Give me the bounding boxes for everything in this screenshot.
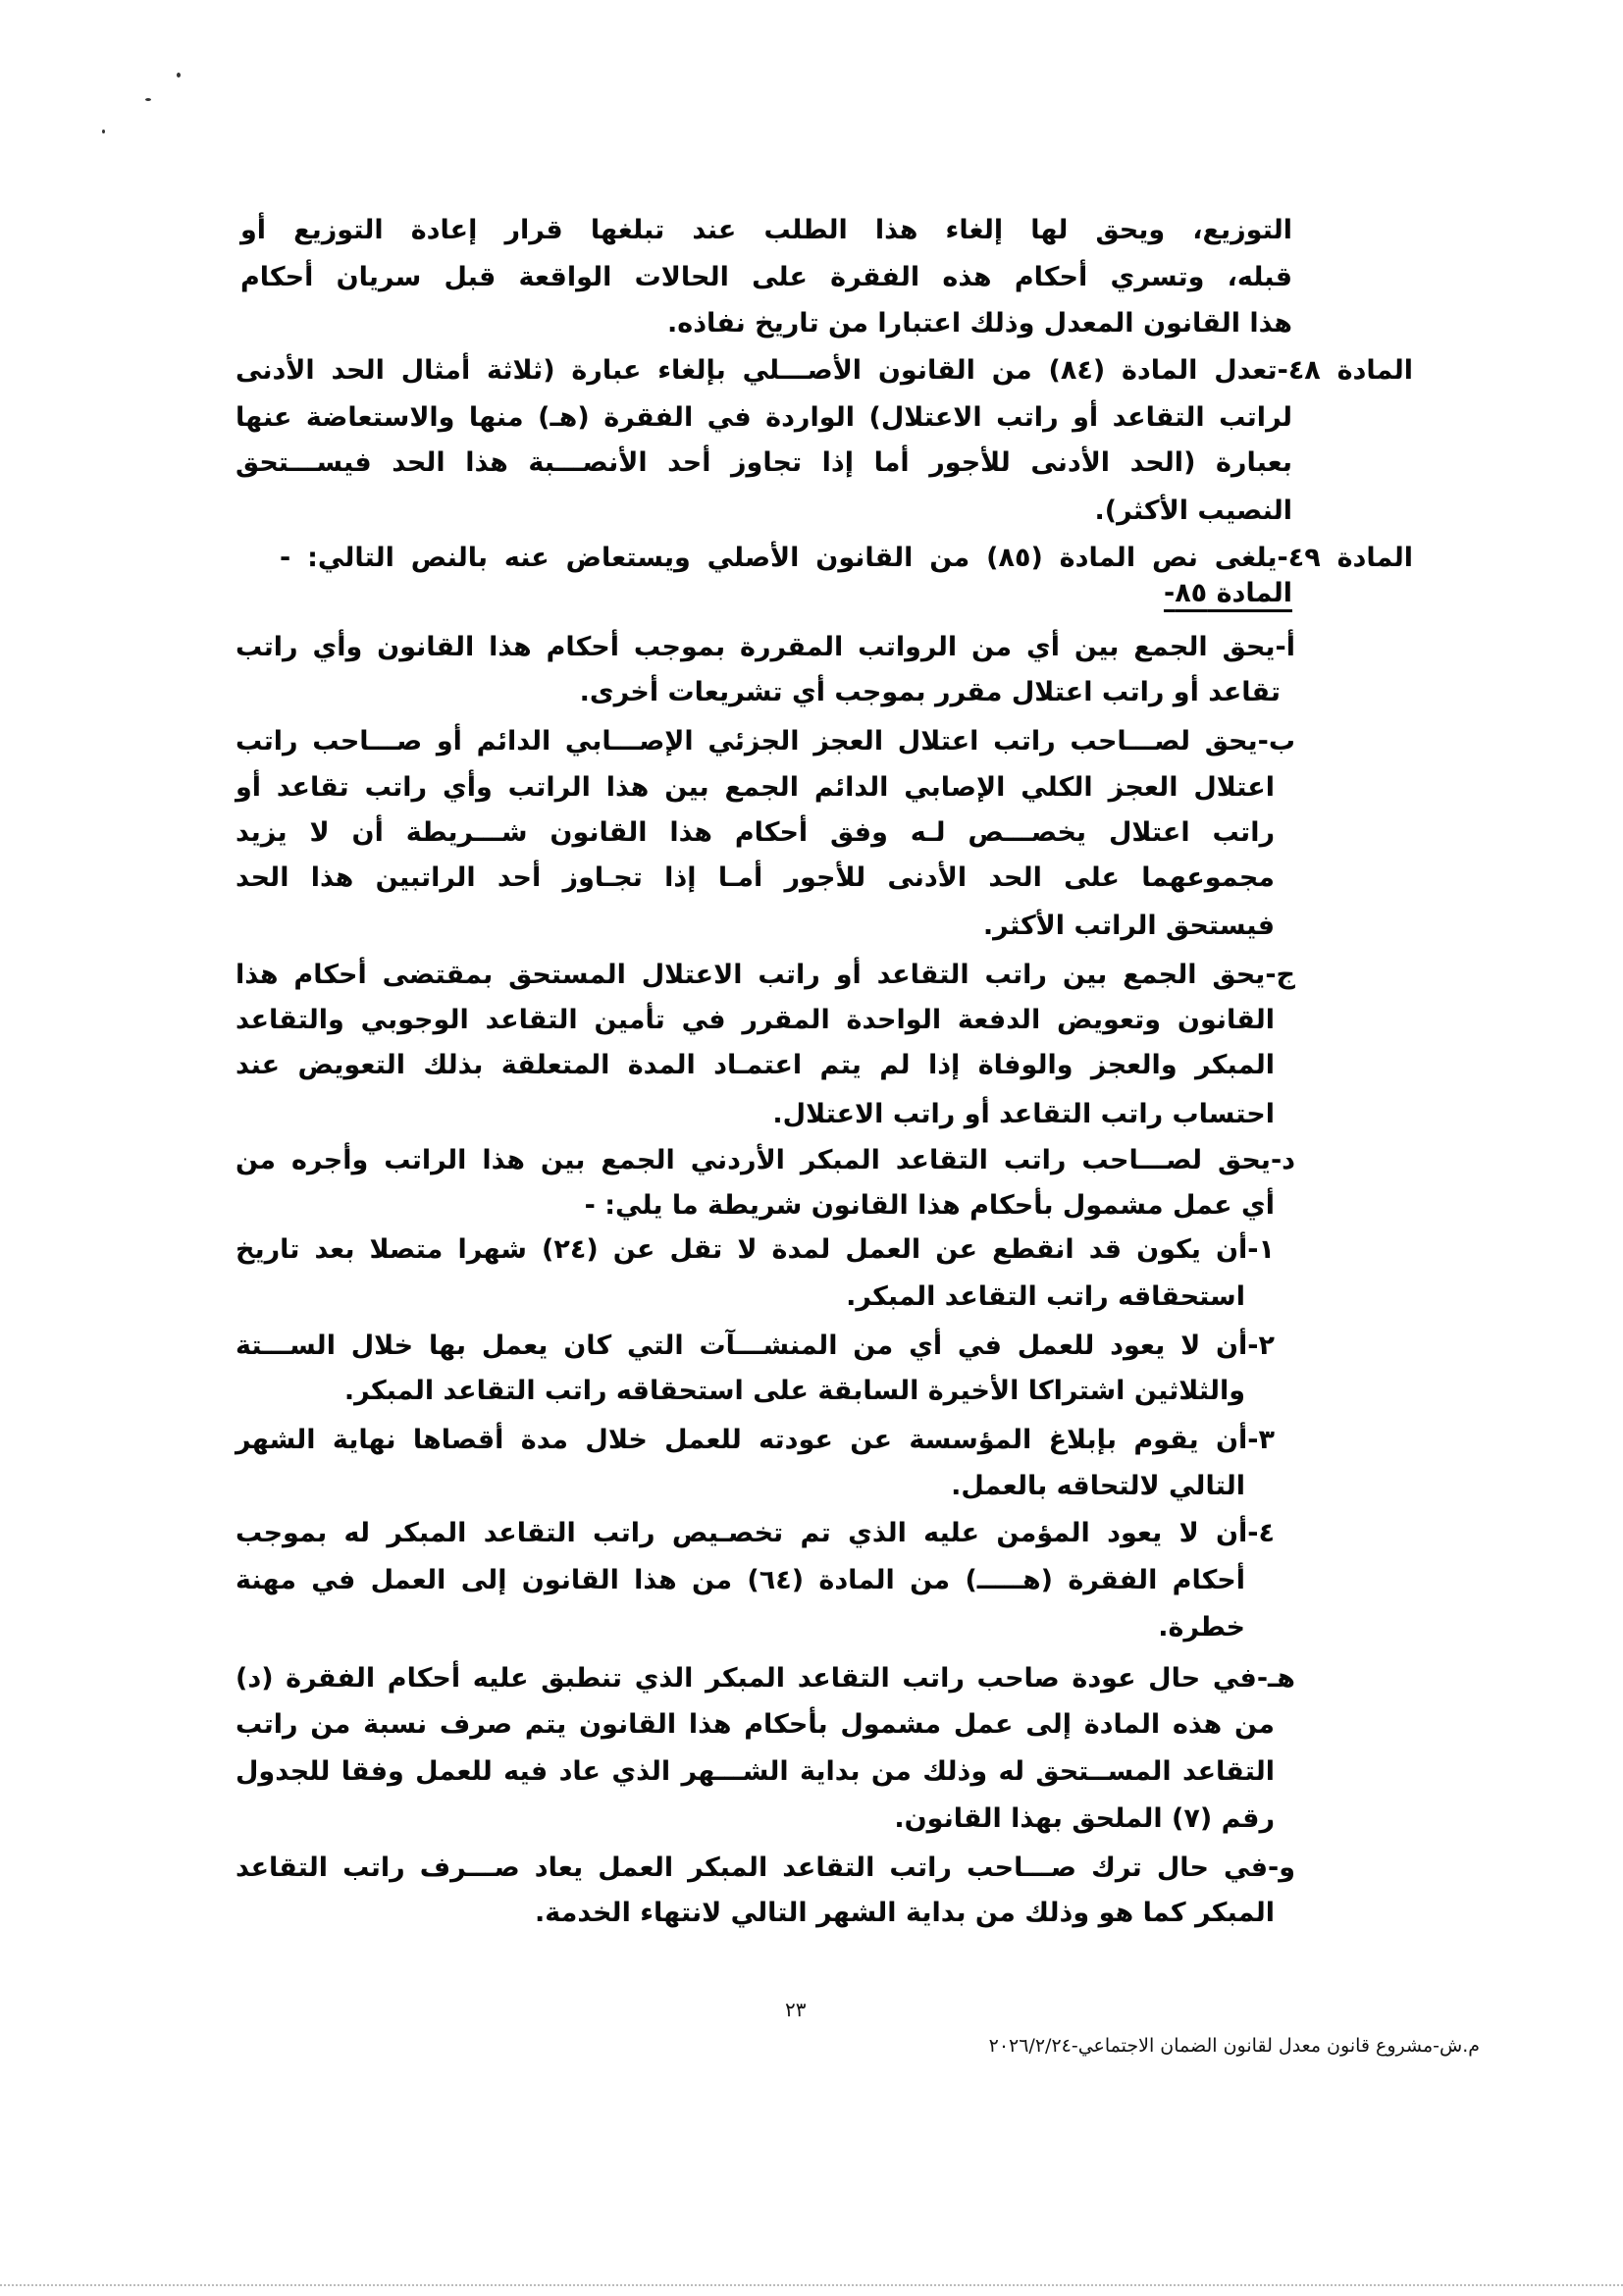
text-line: رقم (٧) الملحق بهذا القانون. xyxy=(894,1803,1275,1834)
clause-a: أ-يحق الجمع بين أي من الرواتب المقررة بموجب أحكام هذا القانون وأي راتب xyxy=(236,632,1295,662)
article-49-heading: المادة ٤٩-يلغى نص المادة (٨٥) من القانون الأصلي ويستعاض عنه بالنص التالي: - xyxy=(280,543,1414,573)
page-number: ٢٣ xyxy=(785,1998,807,2021)
condition-2: ٢-أن لا يعود للعمل في أي من المنشـــآت التي كان يعمل بها خلال الســـتة xyxy=(236,1331,1275,1361)
clause-b: ب-يحق لصـــاحب راتب اعتلال العجز الجزئي الإصـــابي الدائم أو صـــاحب راتب xyxy=(236,726,1295,757)
text-line: تقاعد أو راتب اعتلال مقرر بموجب أي تشريعات أخرى. xyxy=(579,677,1281,707)
text-line: من هذه المادة إلى عمل مشمول بأحكام هذا القانون يتم صرف نسبة من راتب xyxy=(236,1709,1275,1740)
clause-d: د-يحق لصـــاحب راتب التقاعد المبكر الأردني الجمع بين هذا الراتب وأجره من xyxy=(236,1145,1295,1175)
text-line: المبكر والعجز والوفاة إذا لم يتم اعتمـاد المدة المتعلقة بذلك التعويض عند xyxy=(236,1050,1275,1080)
scan-speck xyxy=(102,130,105,133)
scan-speck xyxy=(145,98,151,101)
text-line: بعبارة (الحد الأدنى للأجور أما إذا تجاوز أحد الأنصـــبة هذا الحد فيســـتحق xyxy=(236,447,1292,478)
text-line: راتب اعتلال يخصـــص لـه وفق أحكام هذا القانون شـــريطة أن لا يزيد xyxy=(236,817,1275,848)
text-line: لراتب التقاعد أو راتب الاعتلال) الواردة في الفقرة (هـ) منها والاستعاضة عنها xyxy=(236,402,1292,433)
text-line: القانون وتعويض الدفعة الواحدة المقرر في تأمين التقاعد الوجوبي والتقاعد xyxy=(236,1005,1275,1035)
text-line: مجموعهما على الحد الأدنى للأجور أمـا إذا تجـاوز أحد الراتبين هذا الحد xyxy=(236,862,1275,893)
text-line: خطرة. xyxy=(1158,1612,1245,1643)
text-line: أي عمل مشمول بأحكام هذا القانون شريطة ما يلي: - xyxy=(584,1190,1275,1221)
text-line: المبكر كما هو وذلك من بداية الشهر التالي لانتهاء الخدمة. xyxy=(535,1898,1275,1928)
condition-3: ٣-أن يقوم بإبلاغ المؤسسة عن عودته للعمل خلال مدة أقصاها نهاية الشهر xyxy=(236,1425,1275,1455)
condition-4: ٤-أن لا يعود المؤمن عليه الذي تم تخصـيص راتب التقاعد المبكر له بموجب xyxy=(236,1518,1275,1548)
text-line: قبله، وتسري أحكام هذه الفقرة على الحالات الواقعة قبل سريان أحكام xyxy=(240,262,1292,292)
text-line: النصيب الأكثر). xyxy=(1094,496,1292,526)
article-85-title: المادة ٨٥- xyxy=(1163,578,1292,608)
scan-edge-divider xyxy=(0,2284,1623,2286)
text-line: هذا القانون المعدل وذلك اعتبارا من تاريخ نفاذه. xyxy=(667,308,1292,339)
scan-speck xyxy=(177,73,181,78)
text-line: التقاعد المســتحق له وذلك من بداية الشـــهر الذي عاد فيه للعمل وفقا للجدول xyxy=(236,1756,1275,1787)
text-line: والثلاثين اشتراكا الأخيرة السابقة على استحقاقه راتب التقاعد المبكر. xyxy=(343,1376,1245,1406)
text-line: احتساب راتب التقاعد أو راتب الاعتلال. xyxy=(772,1099,1275,1129)
text-line: أحكام الفقرة (هـــــ) من المادة (٦٤) من هذا القانون إلى العمل في مهنة xyxy=(236,1565,1245,1595)
condition-1: ١-أن يكون قد انقطع عن العمل لمدة لا تقل عن (٢٤) شهرا متصلا بعد تاريخ xyxy=(236,1234,1275,1265)
text-line: التوزيع، ويحق لها إلغاء هذا الطلب عند تبلغها قرار إعادة التوزيع أو xyxy=(240,215,1292,245)
article-48-heading: المادة ٤٨-تعدل المادة (٨٤) من القانون الأصـــلي بإلغاء عبارة (ثلاثة أمثال الحد الأدنى xyxy=(236,355,1413,386)
text-line: التالي لالتحاقه بالعمل. xyxy=(951,1471,1245,1501)
text-line: اعتلال العجز الكلي الإصابي الدائم الجمع بين هذا الراتب وأي راتب تقاعد أو xyxy=(236,772,1275,803)
text-line: فيستحق الراتب الأكثر. xyxy=(982,911,1275,941)
clause-f: و-في حال ترك صـــاحب راتب التقاعد المبكر العمل يعاد صـــرف راتب التقاعد xyxy=(236,1852,1295,1883)
page-footer: م.ش-مشروع قانون معدل لقانون الضمان الاجتماعي-٢٠٢٦/٢/٢٤ xyxy=(988,2035,1480,2057)
clause-c: ج-يحق الجمع بين راتب التقاعد أو راتب الاعتلال المستحق بمقتضى أحكام هذا xyxy=(236,960,1295,990)
text-line: استحقاقه راتب التقاعد المبكر. xyxy=(846,1281,1245,1312)
clause-e: هـ-في حال عودة صاحب راتب التقاعد المبكر الذي تنطبق عليه أحكام الفقرة (د) xyxy=(236,1663,1295,1694)
